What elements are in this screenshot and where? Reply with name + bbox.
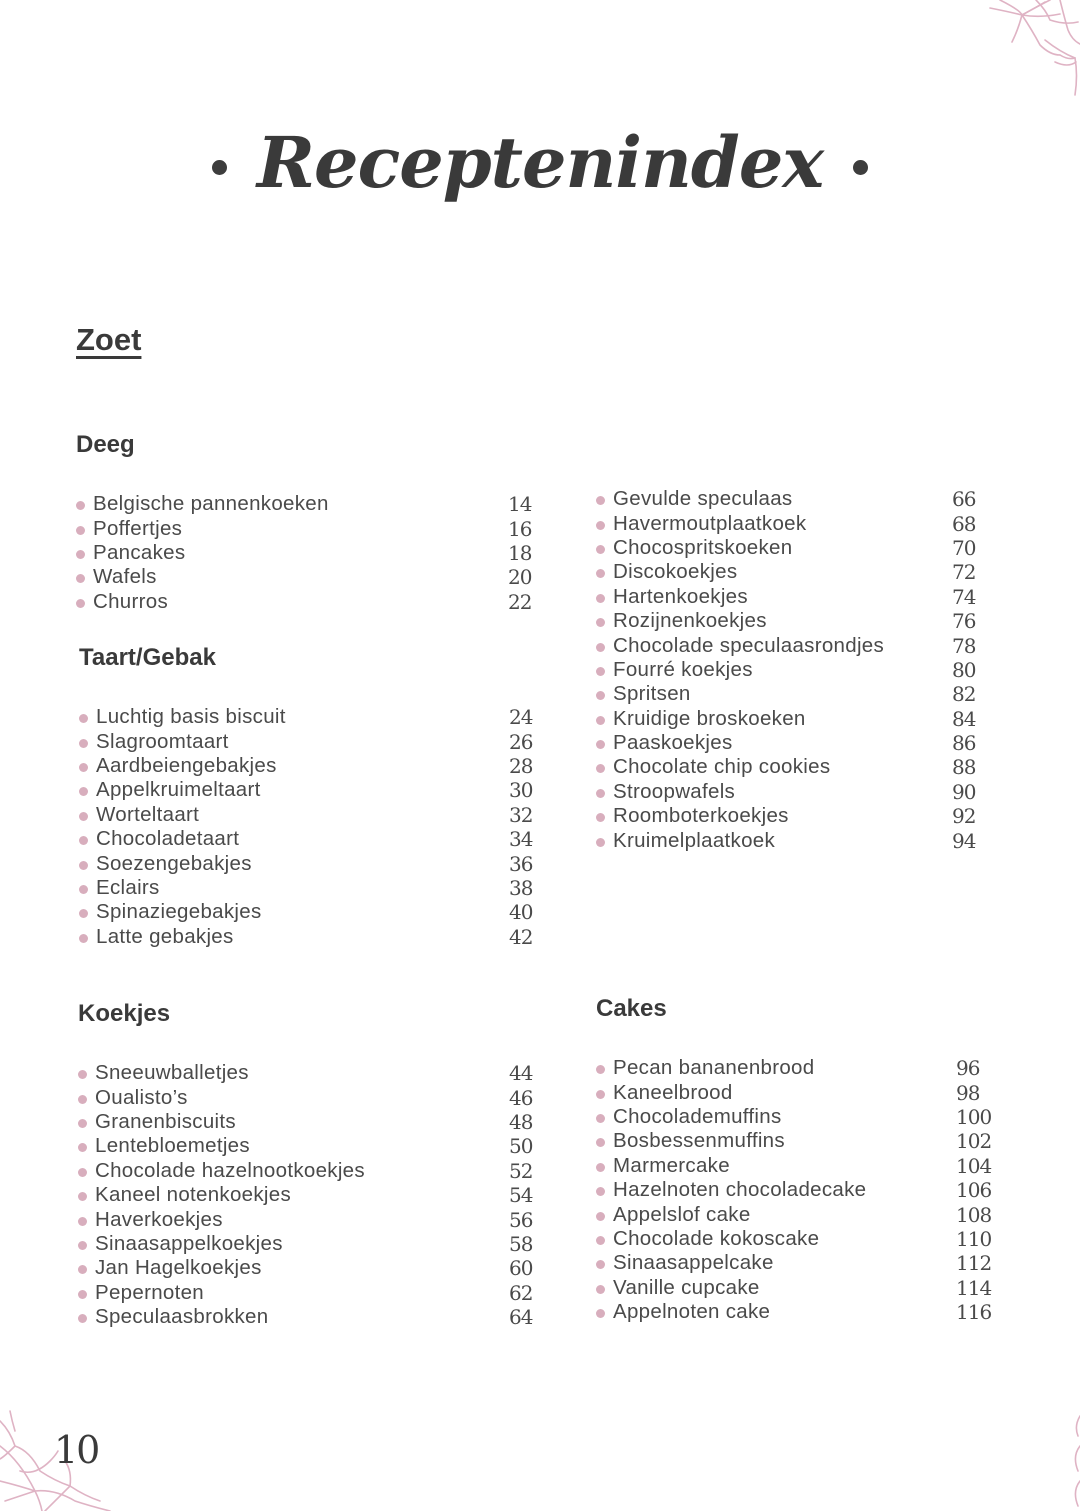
recipe-entry[interactable] — [78, 1061, 549, 1085]
recipe-entry[interactable] — [596, 1154, 996, 1178]
recipe-name: Hartenkoekjes — [613, 584, 748, 608]
recipe-entry[interactable] — [596, 780, 992, 804]
category-heading: Koekjes — [78, 1000, 171, 1027]
recipe-page-number: 32 — [509, 802, 533, 827]
bullet-dot-icon — [596, 496, 605, 505]
page-title: Receptenindex — [256, 121, 824, 204]
bullet-dot-icon — [79, 885, 88, 894]
bullet-dot-icon — [596, 1138, 605, 1147]
recipe-page-number: 84 — [952, 706, 976, 731]
recipe-name: Bosbessenmuffins — [613, 1129, 785, 1153]
recipe-name: Chocolademuffins — [613, 1104, 782, 1128]
recipe-name: Paaskoekjes — [613, 731, 733, 755]
recipe-page-number: 48 — [509, 1109, 533, 1134]
bullet-dot-icon — [78, 1192, 87, 1201]
recipe-entry[interactable] — [596, 585, 992, 609]
recipe-page-number: 54 — [509, 1183, 533, 1208]
recipe-page-number: 72 — [952, 560, 976, 585]
recipe-entry[interactable] — [596, 633, 992, 657]
bullet-dot-icon — [76, 550, 85, 559]
recipe-page-number: 24 — [509, 705, 533, 730]
bullet-dot-icon — [596, 789, 605, 798]
recipe-page-number: 18 — [508, 540, 532, 565]
category-heading: Deeg — [76, 431, 135, 458]
bullet-dot-icon — [596, 838, 605, 847]
recipe-name: Luchtig basis biscuit — [96, 705, 286, 729]
recipe-entry[interactable] — [78, 1207, 549, 1231]
floral-ornament-icon — [950, 0, 1080, 100]
recipe-name: Sinaasappelkoekjes — [95, 1231, 283, 1255]
recipe-name: Sneeuwballetjes — [95, 1061, 249, 1085]
recipe-page-number: 66 — [952, 487, 976, 512]
recipe-page-number: 46 — [509, 1085, 533, 1110]
recipe-page-number: 58 — [509, 1231, 533, 1256]
bullet-dot-icon — [596, 1285, 605, 1294]
recipe-page-number: 44 — [509, 1061, 533, 1086]
recipe-entry[interactable] — [596, 1276, 996, 1300]
recipe-entry[interactable] — [78, 1085, 549, 1109]
recipe-page-number: 98 — [956, 1080, 980, 1105]
recipe-name: Kaneel notenkoekjes — [95, 1183, 292, 1207]
recipe-name: Kaneelbrood — [613, 1080, 733, 1104]
bullet-dot-icon — [76, 574, 85, 583]
recipe-name: Pecan bananenbrood — [613, 1056, 815, 1080]
bullet-dot-icon — [78, 1070, 87, 1079]
recipe-name: Discokoekjes — [613, 560, 738, 584]
recipe-entry[interactable] — [79, 705, 549, 729]
bullet-dot-icon — [596, 1065, 605, 1074]
recipe-page-number: 40 — [509, 900, 533, 925]
recipe-name: Eclairs — [96, 875, 160, 899]
recipe-name: Latte gebakjes — [96, 924, 234, 948]
recipe-page-number: 116 — [956, 1300, 992, 1325]
recipe-name: Oualisto’s — [95, 1085, 188, 1109]
recipe-page-number: 100 — [956, 1104, 992, 1129]
recipe-list — [596, 1056, 996, 1324]
bullet-dot-icon — [78, 1241, 87, 1250]
recipe-name: Speculaasbrokken — [95, 1305, 269, 1329]
recipe-page-number: 50 — [509, 1134, 533, 1159]
recipe-name: Belgische pannenkoeken — [93, 492, 329, 516]
title-dot-right — [853, 160, 868, 175]
recipe-entry[interactable] — [596, 828, 992, 852]
recipe-entry[interactable] — [596, 536, 992, 560]
recipe-entry[interactable] — [78, 1256, 549, 1280]
bullet-dot-icon — [78, 1265, 87, 1274]
page-header — [0, 121, 1080, 204]
recipe-entry[interactable] — [79, 851, 549, 875]
recipe-name: Aardbeiengebakjes — [96, 753, 277, 777]
recipe-page-number: 110 — [956, 1226, 992, 1251]
bullet-dot-icon — [78, 1143, 87, 1152]
recipe-entry[interactable] — [596, 560, 992, 584]
recipe-name: Poffertjes — [93, 516, 183, 540]
bullet-dot-icon — [79, 739, 88, 748]
bullet-dot-icon — [78, 1095, 87, 1104]
bullet-dot-icon — [79, 836, 88, 845]
recipe-page-number: 76 — [952, 609, 976, 634]
recipe-entry[interactable] — [596, 707, 992, 731]
recipe-page-number: 14 — [508, 492, 532, 517]
recipe-entry[interactable] — [79, 803, 549, 827]
recipe-name: Chocoladetaart — [96, 827, 240, 851]
recipe-entry[interactable] — [596, 1178, 996, 1202]
recipe-entry[interactable] — [79, 729, 549, 753]
bullet-dot-icon — [596, 1090, 605, 1099]
recipe-page-number: 94 — [952, 828, 976, 853]
recipe-entry[interactable] — [78, 1110, 549, 1134]
bullet-dot-icon — [79, 787, 88, 796]
bullet-dot-icon — [596, 1163, 605, 1172]
recipe-name: Pancakes — [93, 540, 186, 564]
recipe-name: Vanille cupcake — [613, 1275, 760, 1299]
bullet-dot-icon — [76, 501, 85, 510]
recipe-name: Granenbiscuits — [95, 1109, 236, 1133]
recipe-entry[interactable] — [78, 1305, 549, 1329]
bullet-dot-icon — [76, 599, 85, 608]
recipe-entry[interactable] — [596, 1202, 996, 1226]
recipe-name: Pepernoten — [95, 1280, 205, 1304]
recipe-page-number: 56 — [509, 1207, 533, 1232]
bullet-dot-icon — [596, 667, 605, 676]
recipe-name: Appelnoten cake — [613, 1300, 771, 1324]
recipe-name: Chocolate chip cookies — [613, 755, 831, 779]
recipe-name: Churros — [93, 589, 169, 613]
recipe-name: Spritsen — [613, 682, 691, 706]
recipe-page-number: 78 — [952, 633, 976, 658]
recipe-name: Wafels — [93, 565, 157, 589]
bullet-dot-icon — [596, 618, 605, 627]
recipe-list — [76, 492, 548, 614]
recipe-page-number: 70 — [952, 535, 976, 560]
recipe-page-number: 96 — [956, 1056, 980, 1081]
recipe-page-number: 30 — [509, 778, 533, 803]
recipe-name: Jan Hagelkoekjes — [95, 1256, 262, 1280]
recipe-page-number: 16 — [508, 516, 532, 541]
bullet-dot-icon — [596, 1309, 605, 1318]
recipe-name: Appelkruimeltaart — [96, 778, 261, 802]
category-taart-gebak — [79, 643, 549, 949]
recipe-page-number: 112 — [956, 1251, 992, 1276]
category-heading: Cakes — [596, 995, 667, 1022]
recipe-name: Havermoutplaatkoek — [613, 511, 807, 535]
recipe-page-number: 104 — [956, 1153, 992, 1178]
recipe-page-number: 36 — [509, 851, 533, 876]
category-koekjes — [78, 999, 549, 1329]
recipe-entry[interactable] — [76, 492, 548, 516]
recipe-entry[interactable] — [79, 754, 549, 778]
recipe-entry[interactable] — [596, 1129, 996, 1153]
bullet-dot-icon — [76, 526, 85, 535]
recipe-entry[interactable] — [79, 900, 549, 924]
recipe-name: Spinaziegebakjes — [96, 900, 262, 924]
recipe-list — [596, 487, 992, 853]
bullet-dot-icon — [79, 861, 88, 870]
recipe-entry[interactable] — [76, 565, 548, 589]
recipe-entry[interactable] — [76, 590, 548, 614]
recipe-name: Chocospritskoeken — [613, 535, 793, 559]
recipe-page-number: 106 — [956, 1178, 992, 1203]
recipe-entry[interactable] — [78, 1134, 549, 1158]
recipe-entry[interactable] — [78, 1281, 549, 1305]
floral-ornament-icon — [1066, 1401, 1080, 1511]
bullet-dot-icon — [78, 1168, 87, 1177]
recipe-entry[interactable] — [76, 516, 548, 540]
recipe-page-number: 38 — [509, 875, 533, 900]
recipe-page-number: 102 — [956, 1129, 992, 1154]
recipe-name: Stroopwafels — [613, 779, 736, 803]
recipe-name: Chocolade speculaasrondjes — [613, 633, 885, 657]
bullet-dot-icon — [79, 909, 88, 918]
bullet-dot-icon — [596, 545, 605, 554]
recipe-entry[interactable] — [596, 1105, 996, 1129]
recipe-name: Kruidige broskoeken — [613, 706, 806, 730]
recipe-name: Hazelnoten chocoladecake — [613, 1178, 867, 1202]
bullet-dot-icon — [596, 643, 605, 652]
bullet-dot-icon — [596, 1236, 605, 1245]
recipe-entry[interactable] — [596, 487, 992, 511]
recipe-page-number: 74 — [952, 584, 976, 609]
recipe-entry[interactable] — [79, 827, 549, 851]
recipe-name: Kruimelplaatkoek — [613, 828, 776, 852]
recipe-entry[interactable] — [596, 511, 992, 535]
recipe-page-number: 90 — [952, 779, 976, 804]
recipe-name: Chocolade kokoscake — [613, 1226, 820, 1250]
bullet-dot-icon — [596, 740, 605, 749]
bullet-dot-icon — [596, 521, 605, 530]
bullet-dot-icon — [79, 934, 88, 943]
recipe-entry[interactable] — [79, 876, 549, 900]
recipe-page-number: 20 — [508, 565, 532, 590]
bullet-dot-icon — [596, 1212, 605, 1221]
bullet-dot-icon — [78, 1119, 87, 1128]
recipe-page-number: 60 — [509, 1256, 533, 1281]
category-heading: Taart/Gebak — [79, 644, 216, 671]
recipe-name: Gevulde speculaas — [613, 487, 793, 511]
bullet-dot-icon — [596, 1187, 605, 1196]
recipe-name: Appelslof cake — [613, 1202, 751, 1226]
recipe-name: Lentebloemetjes — [95, 1134, 250, 1158]
recipe-name: Rozijnenkoekjes — [613, 609, 767, 633]
recipe-entry[interactable] — [76, 541, 548, 565]
bullet-dot-icon — [596, 1260, 605, 1269]
bullet-dot-icon — [596, 594, 605, 603]
recipe-entry[interactable] — [78, 1159, 549, 1183]
recipe-name: Marmercake — [613, 1153, 730, 1177]
recipe-entry[interactable] — [596, 755, 992, 779]
recipe-name: Worteltaart — [96, 802, 200, 826]
bullet-dot-icon — [596, 569, 605, 578]
recipe-page-number: 92 — [952, 804, 976, 829]
bullet-dot-icon — [596, 813, 605, 822]
recipe-list — [78, 1061, 549, 1329]
recipe-page-number: 42 — [509, 924, 533, 949]
category-koekjes-continued — [596, 487, 992, 853]
bullet-dot-icon — [78, 1217, 87, 1226]
recipe-name: Haverkoekjes — [95, 1207, 223, 1231]
recipe-name: Sinaasappelcake — [613, 1251, 774, 1275]
recipe-page-number: 26 — [509, 729, 533, 754]
recipe-page-number: 80 — [952, 657, 976, 682]
recipe-page-number: 52 — [509, 1158, 533, 1183]
bullet-dot-icon — [596, 1114, 605, 1123]
recipe-entry[interactable] — [596, 658, 992, 682]
recipe-entry[interactable] — [78, 1232, 549, 1256]
category-deeg — [76, 430, 548, 614]
bullet-dot-icon — [596, 691, 605, 700]
recipe-name: Fourré koekjes — [613, 657, 753, 681]
recipe-page-number: 82 — [952, 682, 976, 707]
bullet-dot-icon — [596, 716, 605, 725]
category-cakes — [596, 994, 996, 1324]
recipe-entry[interactable] — [596, 731, 992, 755]
recipe-entry[interactable] — [596, 804, 992, 828]
recipe-page-number: 86 — [952, 731, 976, 756]
recipe-page-number: 22 — [508, 589, 532, 614]
recipe-page-number: 108 — [956, 1202, 992, 1227]
recipe-page-number: 62 — [509, 1280, 533, 1305]
recipe-entry[interactable] — [596, 1080, 996, 1104]
recipe-page-number: 34 — [509, 827, 533, 852]
bullet-dot-icon — [596, 764, 605, 773]
recipe-page-number: 64 — [509, 1305, 533, 1330]
bullet-dot-icon — [79, 714, 88, 723]
bullet-dot-icon — [79, 763, 88, 772]
recipe-name: Roomboterkoekjes — [613, 804, 789, 828]
section-title: Zoet — [76, 322, 142, 357]
recipe-name: Chocolade hazelnootkoekjes — [95, 1158, 365, 1182]
recipe-name: Soezengebakjes — [96, 851, 252, 875]
recipe-page-number: 28 — [509, 753, 533, 778]
recipe-entry[interactable] — [78, 1183, 549, 1207]
bullet-dot-icon — [79, 812, 88, 821]
title-dot-left — [212, 160, 227, 175]
recipe-name: Slagroomtaart — [96, 729, 229, 753]
recipe-page-number: 88 — [952, 755, 976, 780]
recipe-entry[interactable] — [79, 925, 549, 949]
recipe-entry[interactable] — [596, 1251, 996, 1275]
recipe-entry[interactable] — [79, 778, 549, 802]
recipe-entry[interactable] — [596, 1227, 996, 1251]
page-number: 10 — [54, 1428, 99, 1472]
recipe-page-number: 68 — [952, 511, 976, 536]
recipe-entry[interactable] — [596, 682, 992, 706]
bullet-dot-icon — [78, 1314, 87, 1323]
recipe-entry[interactable] — [596, 1056, 996, 1080]
recipe-entry[interactable] — [596, 1300, 996, 1324]
bullet-dot-icon — [78, 1290, 87, 1299]
recipe-list — [79, 705, 549, 949]
recipe-page-number: 114 — [956, 1275, 992, 1300]
recipe-entry[interactable] — [596, 609, 992, 633]
